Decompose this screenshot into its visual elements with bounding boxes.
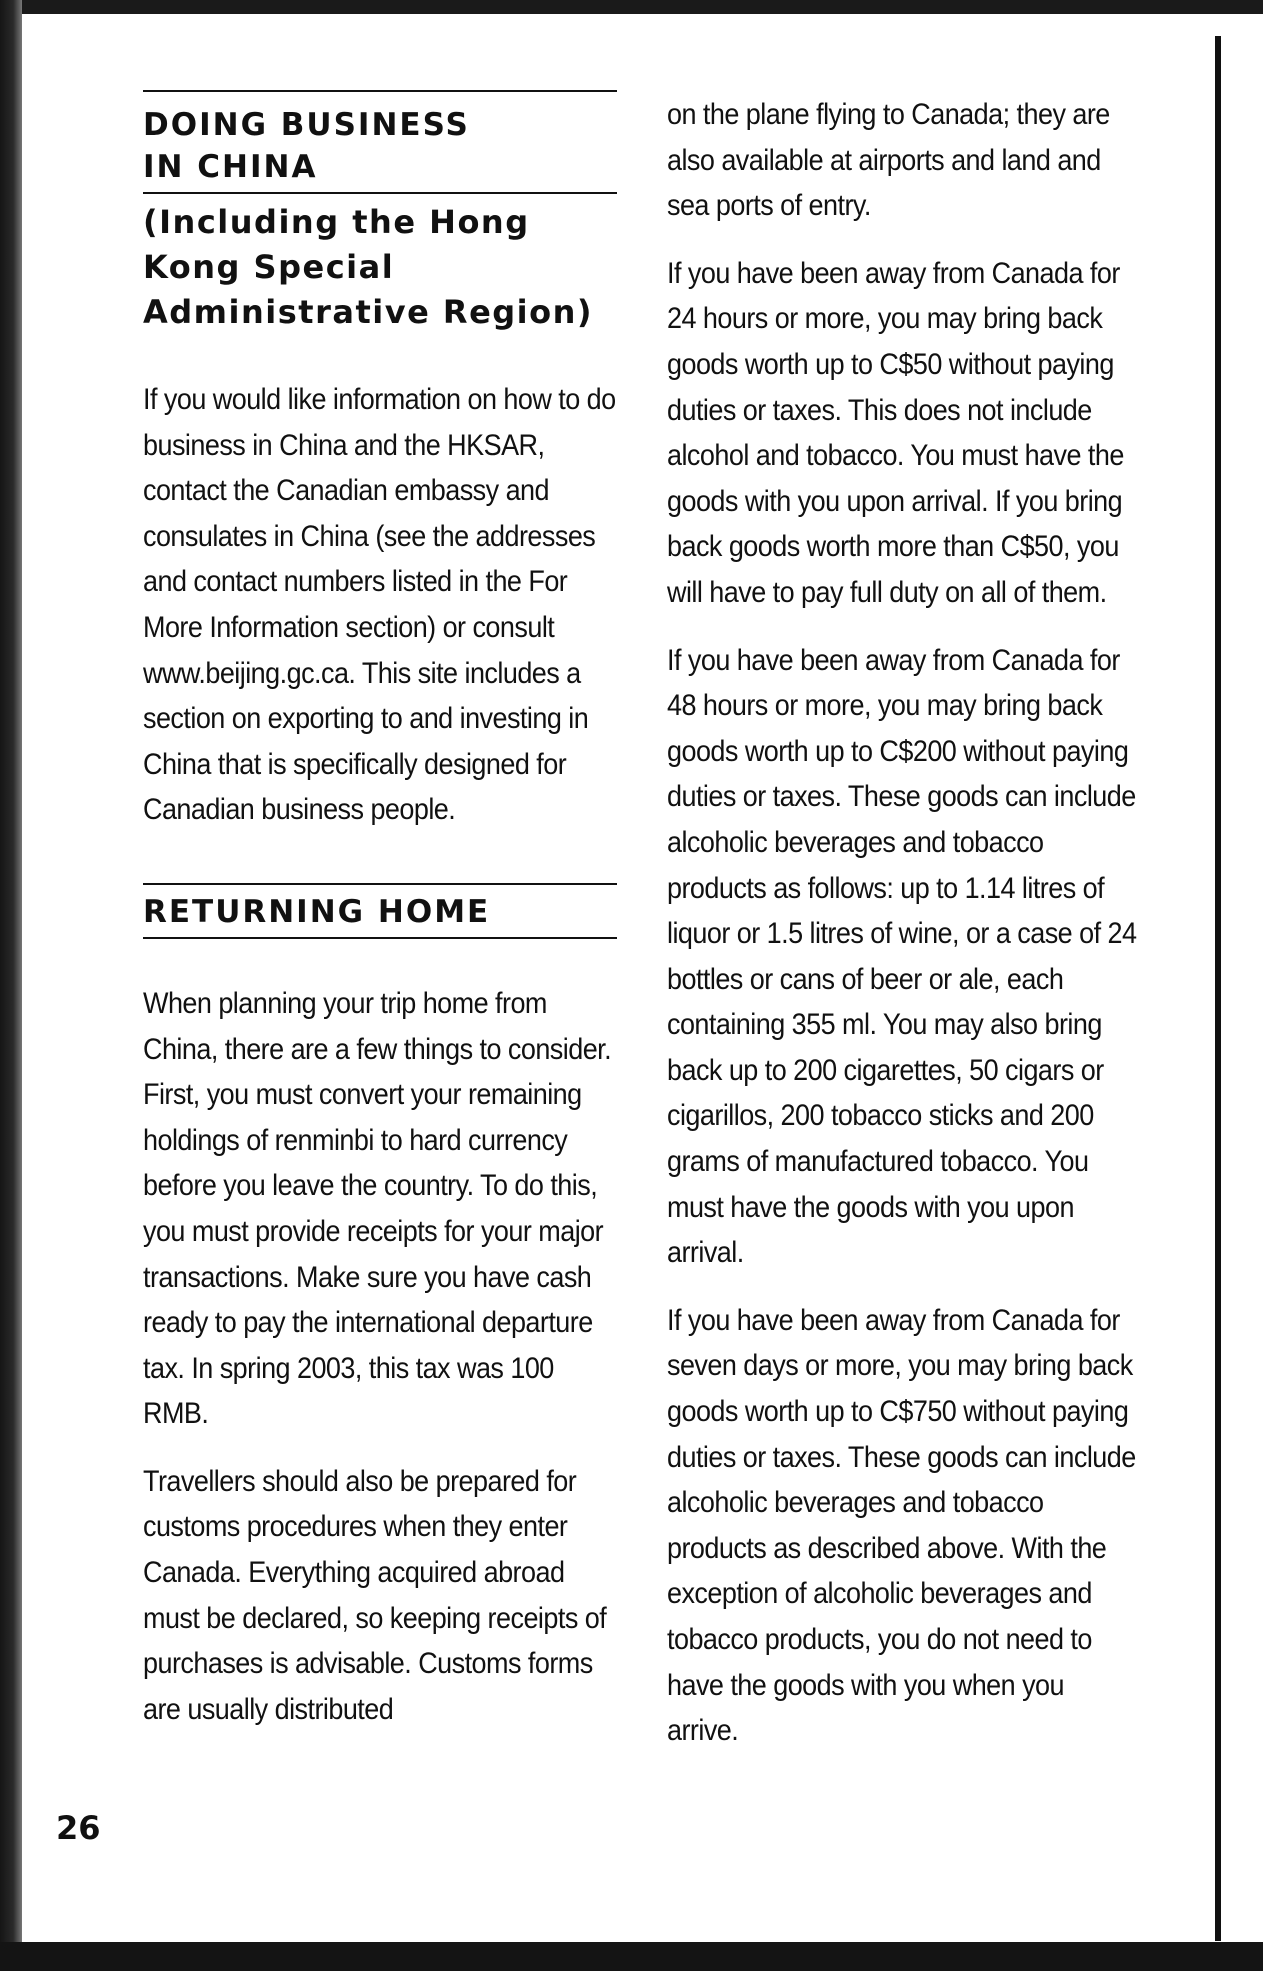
page-number: 26 xyxy=(56,1809,101,1847)
heading-rule-bottom xyxy=(143,192,617,194)
paragraph-24-hours: If you have been away from Canada for 24 hours or more, you may bring back goods worth up to C$50 without paying duties or taxes. This does not include alcohol and tobacco. You must have the goods with you upon arrival. If you bring back goods worth more than C$50, you will have to pay full duty on all of them. xyxy=(667,256,1124,609)
right-margin-rule xyxy=(1215,36,1221,1941)
section-heading-returning-home: RETURNING HOME xyxy=(143,893,491,930)
paragraph-doing-business: If you would like information on how to do business in China and the HKSAR, contact the Canadian embassy and consulates in China (see the addresses and contact numbers listed in the For More Information section) or consult www.beijing.gc.ca. This site includes a section on exporting to and investing in China that is specifically designed for Canadian business people. xyxy=(143,383,616,827)
scan-border-left xyxy=(0,0,22,1971)
heading-rule-top xyxy=(143,90,617,92)
right-column xyxy=(667,92,1137,1754)
paragraph-returning-home-1: When planning your trip home from China, there are a few things to consider. First, you must convert your remaining holdings of renminbi to hard currency before you leave the country. To do this, you must provide receipts for your major transactions. Make sure you have cash ready to pay the international departure tax. In spring 2003, this tax was 100 RMB. xyxy=(143,986,612,1431)
heading-rule-top-returning xyxy=(143,883,617,885)
paragraph-seven-days: If you have been away from Canada for seven days or more, you may bring back goods worth up to C$750 without paying duties or taxes. These goods can include alcoholic beverages and tobacco products as described above. With the exception of alcoholic beverages and tobacco products, you do not need to have the goods with you when you arrive. xyxy=(667,1303,1136,1748)
section-subheading-hksar: (Including the Hong Kong Special Administrative Region) xyxy=(143,203,594,331)
paragraph-customs-forms: on the plane flying to Canada; they are also available at airports and land and sea ports of entry. xyxy=(667,98,1110,223)
left-column xyxy=(143,90,617,1732)
paragraph-48-hours: If you have been away from Canada for 48 hours or more, you may bring back goods worth up to C$200 without paying duties or taxes. These goods can include alcoholic beverages and tobacco products as follows: up to 1.14 litres of liquor or 1.5 litres of wine, or a case of 24 bottles or cans of beer or ale, each containing 355 ml. You may also bring back up to 200 cigarettes, 50 cigars or cigarillos, 200 tobacco sticks and 200 grams of manufactured tobacco. You must have the goods with you upon arrival. xyxy=(667,643,1137,1270)
paragraph-returning-home-2: Travellers should also be prepared for customs procedures when they enter Canada. Everything acquired abroad must be declared, so keeping receipts of purchases is advisable. Customs forms are usually distributed xyxy=(143,1464,607,1726)
scan-border-bottom xyxy=(0,1942,1263,1971)
scan-border-top xyxy=(0,0,1263,14)
heading-rule-bottom-returning xyxy=(143,937,617,939)
section-heading-doing-business: DOING BUSINESS IN CHINA xyxy=(143,107,470,185)
